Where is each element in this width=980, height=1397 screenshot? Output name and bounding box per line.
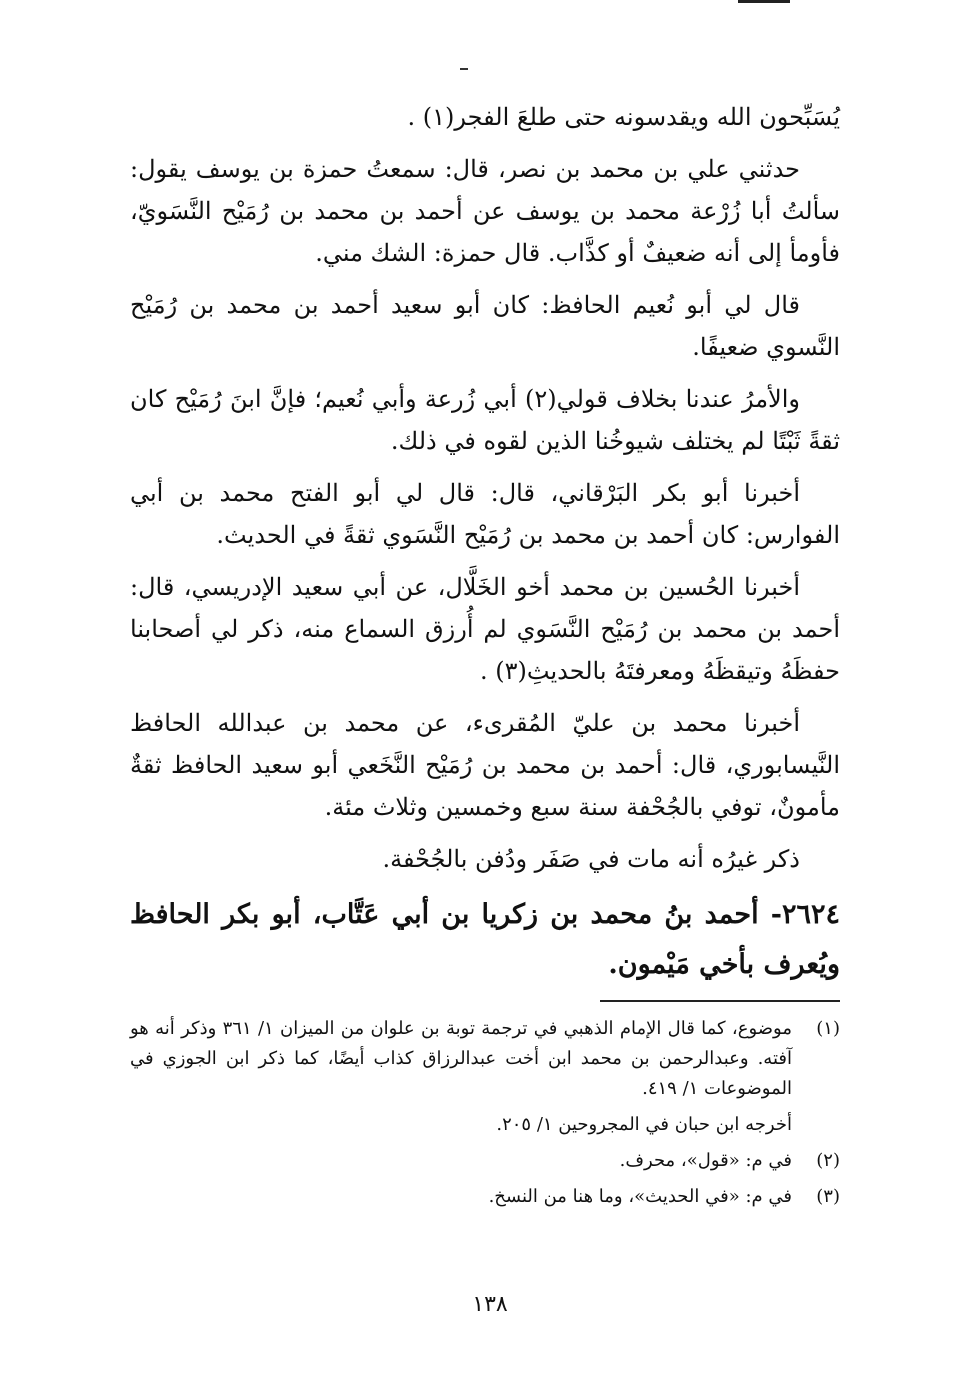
- footnote-3: [130, 1182, 840, 1212]
- top-rule: [738, 0, 790, 3]
- paragraph-6: أخبرنا الحُسين بن محمد أخو الخَلَّال، عن أبي سعيد الإدريسي، قال: أحمد بن محمد بن رُمَيْح النَّسَوي لم أُرزق السماع منه، ذكر لي أصحابنا حفظَهُ وتيقظَهُ ومعرفتَهُ بالحديثِ(٣) .: [130, 573, 840, 685]
- paragraph-7: أخبرنا محمد بن عليّ المُقرىء، عن محمد بن عبدالله الحافظ النَّيسابوري، قال: أحمد بن محمد بن رُمَيْح النَّخَعي أبو سعيد الحافظ ثقةٌ مأمونٌ، توفي بالجُحْفة سنة سبع وخمسين وثلاث مئة.: [130, 709, 840, 821]
- paragraph-8: ذكر غيرُه أنه مات في صَفَر ودُفن بالجُحْفة.: [382, 845, 800, 873]
- footnote-1: [130, 1014, 840, 1104]
- footnote-text: موضوع، كما قال الإمام الذهبي في ترجمة توبة بن علوان من الميزان ١/ ٣٦١ وذكر أنه هو آفته. وعبدالرحمن بن محمد ابن أخت عبدالرزاق كذاب أيضًا، كما ذكر ابن الجوزي في الموضوعات ١/ ٤١٩.: [130, 1018, 792, 1099]
- footnote-text: في م: «قول»، محرف.: [619, 1150, 792, 1171]
- footnote-separator: [600, 1000, 840, 1002]
- paragraph-1: يُسَبِّحون الله ويقدسونه حتى طلعَ الفجر(١) .: [407, 103, 840, 131]
- paragraph-2: حدثني علي بن محمد بن نصر، قال: سمعتُ حمزة بن يوسف يقول: سألتُ أبا زُرْعة محمد بن يوسف عن أحمد بن محمد بن رُمَيْح النَّسَويّ، فأومأ إلى أنه ضعيفٌ أو كذَّاب. قال حمزة: الشك مني.: [130, 155, 840, 267]
- main-text: [130, 96, 840, 1000]
- footnote-number: (٣): [816, 1186, 840, 1207]
- footnote-text: في م: «في الحديث»، وما هنا من النسخ.: [488, 1186, 792, 1207]
- page-number: ١٣٨: [472, 1292, 508, 1317]
- paragraph-3: قال لي أبو نُعيم الحافظ: كان أبو سعيد أحمد بن محمد بن رُمَيْح النَّسوي ضعيفًا.: [130, 291, 840, 361]
- footnote-number: (٢): [816, 1150, 840, 1171]
- top-mark: [460, 68, 468, 70]
- biography-entry-heading: ٢٦٢٤- أحمد بنُ محمد بن زكريا بن أبي عَتَّاب، أبو بكر الحافظ ويُعرف بأخي مَيْمون.: [130, 899, 840, 980]
- footnotes: [130, 1014, 840, 1218]
- footnote-2: [130, 1146, 840, 1176]
- paragraph-4: والأمرُ عندنا بخلاف قولي(٢) أبي زُرعة وأبي نُعيم؛ فإنَّ ابنَ رُمَيْح كان ثقةً ثَبْتًا لم يختلف شيوخُنا الذين لقوه في ذلك.: [130, 385, 840, 455]
- footnote-number: (١): [816, 1018, 840, 1039]
- footnote-1-continuation: أخرجه ابن حبان في المجروحين ١/ ٢٠٥.: [496, 1114, 792, 1135]
- paragraph-5: أخبرنا أبو بكر البَرْقاني، قال: قال لي أبو الفتح محمد بن أبي الفوارس: كان أحمد بن محمد بن رُمَيْح النَّسَوي ثقةً في الحديث.: [130, 479, 840, 549]
